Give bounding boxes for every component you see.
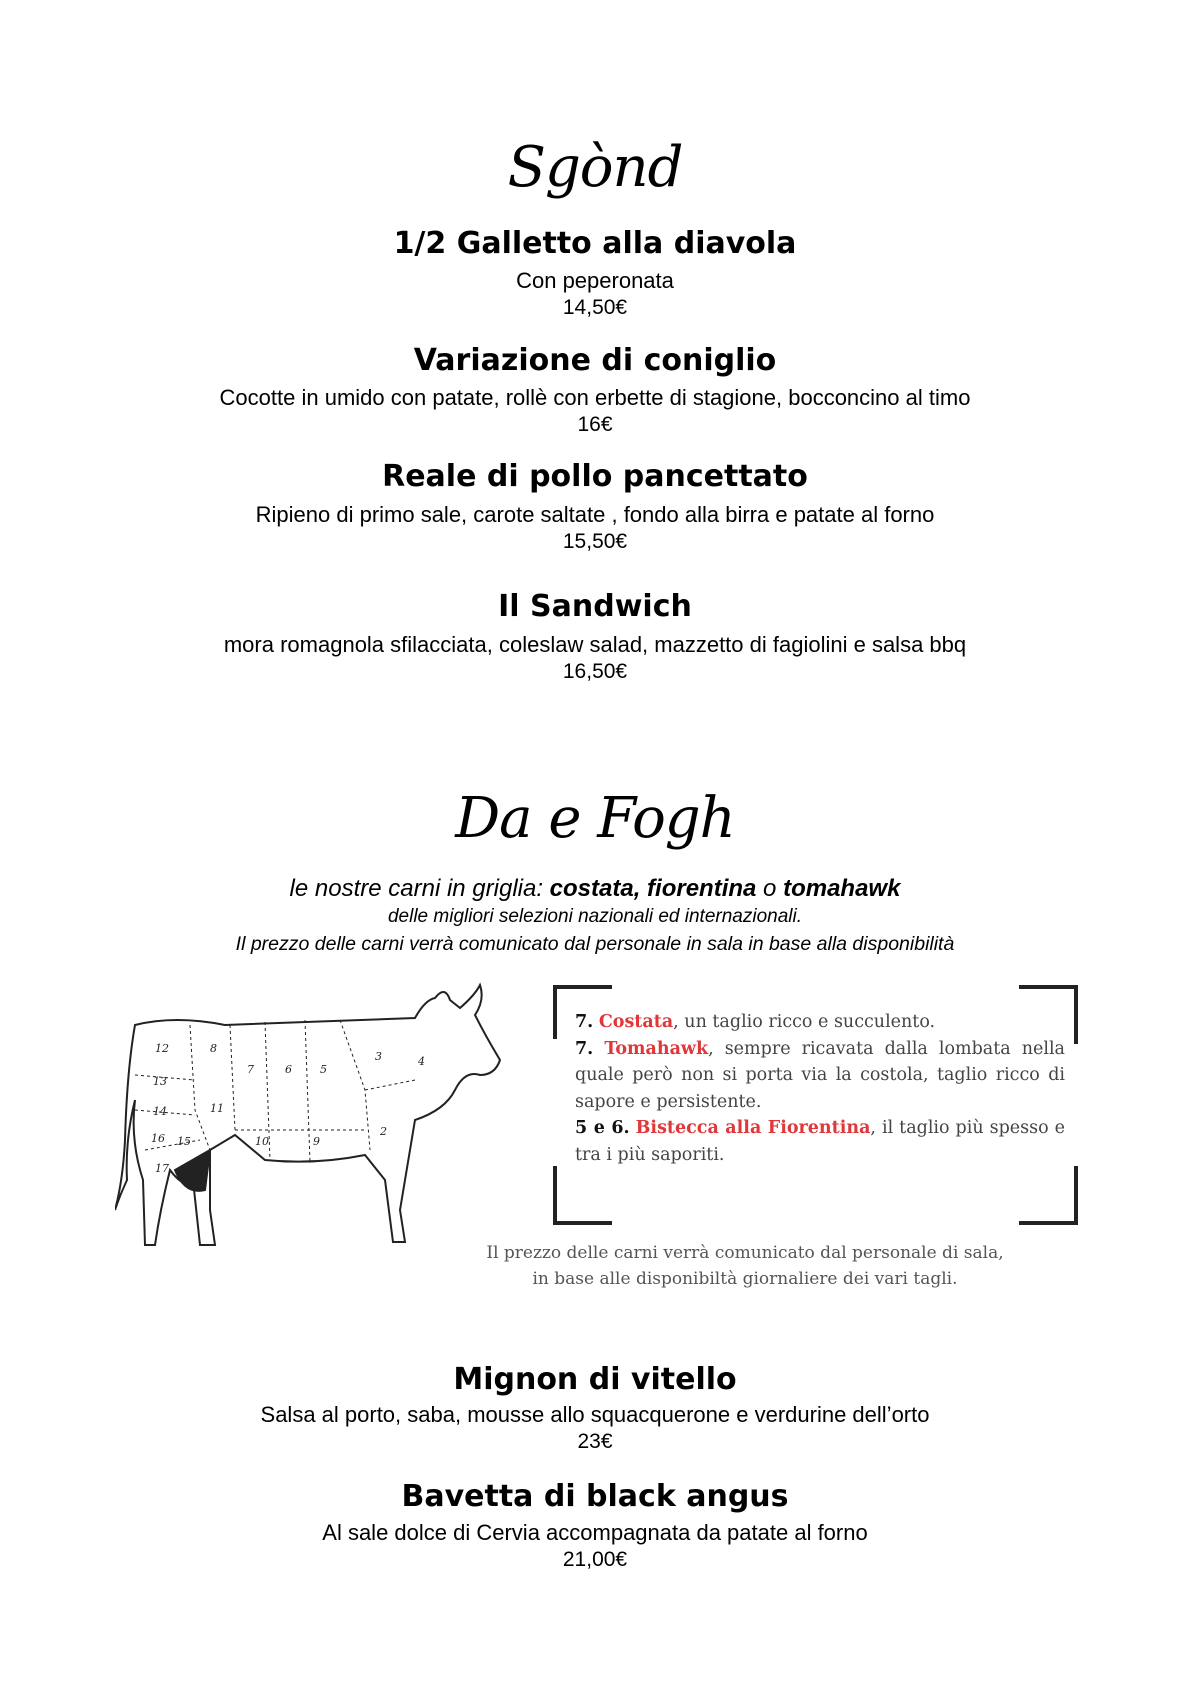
grill-intro xyxy=(0,875,1190,903)
dish-price: 14,50€ xyxy=(562,296,628,319)
cut-text: , il taglio più spesso e tra i più saporiti. xyxy=(575,1118,1065,1165)
bracket-corner xyxy=(1019,1166,1078,1225)
dish-name: Mignon di vitello xyxy=(453,1362,737,1397)
footnote-line: Il prezzo delle carni verrà comunicato dal personale di sala, xyxy=(486,1243,1004,1263)
beef-cuts-diagram xyxy=(115,980,515,1280)
cut-tomahawk xyxy=(575,1036,1065,1116)
cut-name: Costata xyxy=(598,1012,674,1032)
footnote-line: in base alle disponibiltà giornaliere dei vari tagli. xyxy=(532,1269,958,1289)
cut-number: 3 xyxy=(375,1050,382,1063)
dish-price: 23€ xyxy=(577,1430,613,1453)
cow-outline xyxy=(115,985,500,1245)
cut-number: 8 xyxy=(210,1042,217,1055)
section-title-sgond: Sgònd xyxy=(507,135,683,200)
intro-line-3: Il prezzo delle carni verrà comunicato dal personale in sala in base alla disponibilità xyxy=(235,933,955,955)
intro-lead: le nostre carni in griglia: xyxy=(289,875,550,902)
cut-num: 7. xyxy=(575,1038,594,1059)
cow-leg-shade xyxy=(175,1150,210,1191)
dish-name: Reale di pollo pancettato xyxy=(382,459,808,494)
dish-name: Variazione di coniglio xyxy=(413,343,777,378)
intro-or: o xyxy=(756,875,784,902)
cut-name: Bistecca alla Fiorentina xyxy=(635,1118,871,1138)
intro-line-2: delle migliori selezioni nazionali ed internazionali. xyxy=(387,906,802,927)
cut-number: 15 xyxy=(177,1135,191,1148)
dish-price: 16,50€ xyxy=(562,660,628,683)
cut-fiorentina xyxy=(575,1115,1065,1168)
cut-number: 13 xyxy=(153,1075,167,1088)
dish-name: 1/2 Galletto alla diavola xyxy=(393,226,797,261)
dish-description: Salsa al porto, saba, mousse allo squacquerone e verdurine dell’orto xyxy=(260,1402,930,1427)
cut-num: 7. xyxy=(575,1012,594,1032)
dish-name: Bavetta di black angus xyxy=(401,1479,789,1514)
dish-name: Il Sandwich xyxy=(498,589,692,624)
cut-number: 10 xyxy=(255,1135,269,1148)
cut-number: 7 xyxy=(247,1063,254,1076)
cut-num: 5 e 6. xyxy=(575,1118,630,1138)
intro-cuts: costata, fiorentina xyxy=(549,875,757,902)
dish-description: Ripieno di primo sale, carote saltate , fondo alla birra e patate al forno xyxy=(255,502,935,527)
cut-number: 6 xyxy=(285,1063,292,1076)
cut-number: 16 xyxy=(151,1132,165,1145)
dish-description: Cocotte in umido con patate, rollè con erbette di stagione, bocconcino al timo xyxy=(219,385,971,410)
cut-number: 11 xyxy=(210,1102,224,1115)
dish-description: Con peperonata xyxy=(516,268,674,293)
cut-name: Tomahawk xyxy=(604,1038,709,1059)
cut-number: 9 xyxy=(313,1135,320,1148)
bracket-corner xyxy=(553,1166,612,1225)
price-footnote xyxy=(430,1240,1060,1292)
dish-description: mora romagnola sfilacciata, coleslaw salad, mazzetto di fagiolini e salsa bbq xyxy=(223,632,967,657)
cut-number: 4 xyxy=(418,1055,425,1068)
dish-price: 15,50€ xyxy=(562,530,628,553)
dish-price: 21,00€ xyxy=(562,1548,628,1571)
dish-price: 16€ xyxy=(577,413,613,436)
cut-text: , un taglio ricco e succulento. xyxy=(673,1012,936,1032)
cut-number: 14 xyxy=(153,1105,167,1118)
intro-cut-tomahawk: tomahawk xyxy=(783,875,901,902)
cut-text: , sempre ricavata dalla lombata nella quale però non si porta via la costola, taglio ricco di sapore e persistente. xyxy=(575,1038,1065,1112)
cut-number: 5 xyxy=(320,1063,327,1076)
dish-description: Al sale dolce di Cervia accompagnata da patate al forno xyxy=(322,1520,868,1545)
section-title-da-e-fogh: Da e Fogh xyxy=(455,786,735,851)
cut-number: 17 xyxy=(155,1162,169,1175)
cut-costata xyxy=(575,1009,1065,1036)
cut-number: 12 xyxy=(155,1042,169,1055)
cut-number: 2 xyxy=(380,1125,387,1138)
cuts-info-box xyxy=(553,985,1078,1225)
